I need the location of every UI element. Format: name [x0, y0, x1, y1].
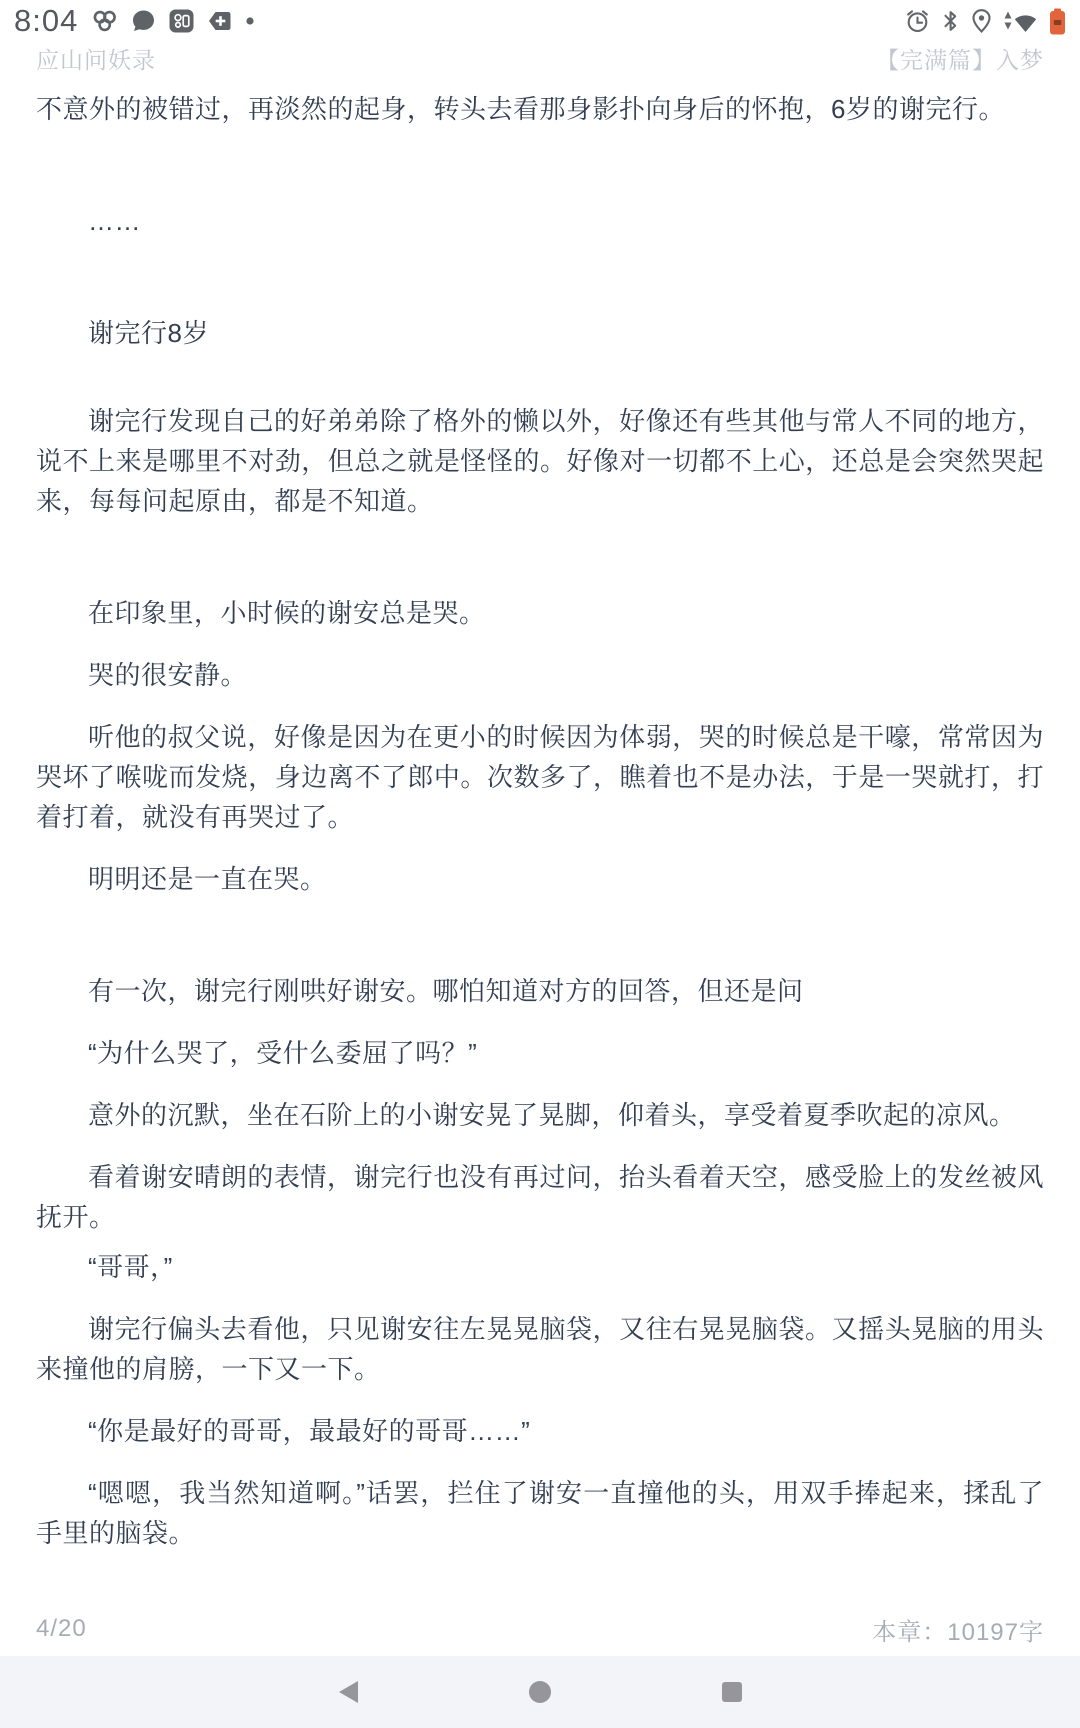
paragraph: “哥哥，”	[88, 1252, 173, 1282]
paragraph: 谢完行8岁	[88, 318, 209, 348]
more-dot-icon	[245, 16, 255, 26]
paragraph: 有一次，谢完行刚哄好谢安。哪怕知道对方的回答，但还是问	[88, 976, 804, 1006]
video-app-icon	[169, 9, 194, 33]
paragraph: 不意外的被错过，再淡然的起身，转头去看那身影扑向身后的怀抱，6岁的谢完行。	[36, 94, 1005, 124]
paragraph: 谢完行发现自己的好弟弟除了格外的懒以外，好像还有些其他与常人不同的地方，说不上来是哪里不对劲，但总之就是怪怪的。好像对一切都不上心，还总是会突然哭起来，每每问起原由，都是不知道。	[36, 406, 1044, 516]
battery-icon	[1049, 8, 1066, 35]
share-circles-icon	[91, 9, 118, 33]
android-nav-bar	[0, 1656, 1080, 1728]
paragraph: “你是最好的哥哥，最最好的哥哥……”	[88, 1416, 531, 1446]
home-button[interactable]	[528, 1680, 552, 1704]
book-title: 应山问妖录	[36, 46, 156, 73]
reader-header	[36, 40, 1044, 76]
paragraph: 意外的沉默，坐在石阶上的小谢安晃了晃脚，仰着头，享受着夏季吹起的凉风。	[88, 1100, 1016, 1130]
status-time: 8:04	[14, 3, 79, 38]
alarm-icon	[904, 8, 931, 34]
recents-icon	[722, 1682, 742, 1702]
paragraph: “为什么哭了，受什么委屈了吗？”	[88, 1038, 478, 1068]
paragraph: 在印象里，小时候的谢安总是哭。	[88, 598, 486, 628]
page-footer	[36, 1614, 1044, 1644]
plus-tag-icon	[207, 10, 232, 32]
back-icon	[339, 1681, 358, 1703]
home-icon	[529, 1681, 551, 1703]
page-indicator: 4/20	[36, 1615, 87, 1642]
reader-page-content[interactable]	[0, 74, 1080, 1553]
paragraph: ……	[88, 206, 141, 236]
chapter-title: 【完满篇】入梦	[876, 46, 1044, 73]
paragraph: 哭的很安静。	[88, 660, 248, 690]
status-bar	[0, 0, 1080, 40]
location-icon	[970, 8, 993, 34]
chapter-word-count: 本章：10197字	[872, 1618, 1044, 1646]
paragraph: 看着谢安晴朗的表情，谢完行也没有再过问，抬头看着天空，感受脸上的发丝被风抚开。	[36, 1162, 1044, 1232]
paragraph: 明明还是一直在哭。	[88, 864, 327, 894]
back-button[interactable]	[336, 1680, 360, 1704]
network-wifi-icon	[1004, 9, 1038, 33]
paragraph: 谢完行偏头去看他，只见谢安往左晃晃脑袋，又往右晃晃脑袋。又摇头晃脑的用头来撞他的肩膀，一下又一下。	[36, 1314, 1044, 1384]
bluetooth-icon	[942, 8, 959, 34]
paragraph: “嗯嗯，我当然知道啊。”话罢，拦住了谢安一直撞他的头，用双手捧起来，揉乱了手里的脑袋。	[36, 1478, 1044, 1548]
paragraph: 听他的叔父说，好像是因为在更小的时候因为体弱，哭的时候总是干嚎，常常因为哭坏了喉咙而发烧，身边离不了郎中。次数多了，瞧着也不是办法，于是一哭就打，打着打着，就没有再哭过了。	[36, 722, 1044, 832]
chat-bubble-icon	[131, 9, 156, 33]
recents-button[interactable]	[720, 1680, 744, 1704]
